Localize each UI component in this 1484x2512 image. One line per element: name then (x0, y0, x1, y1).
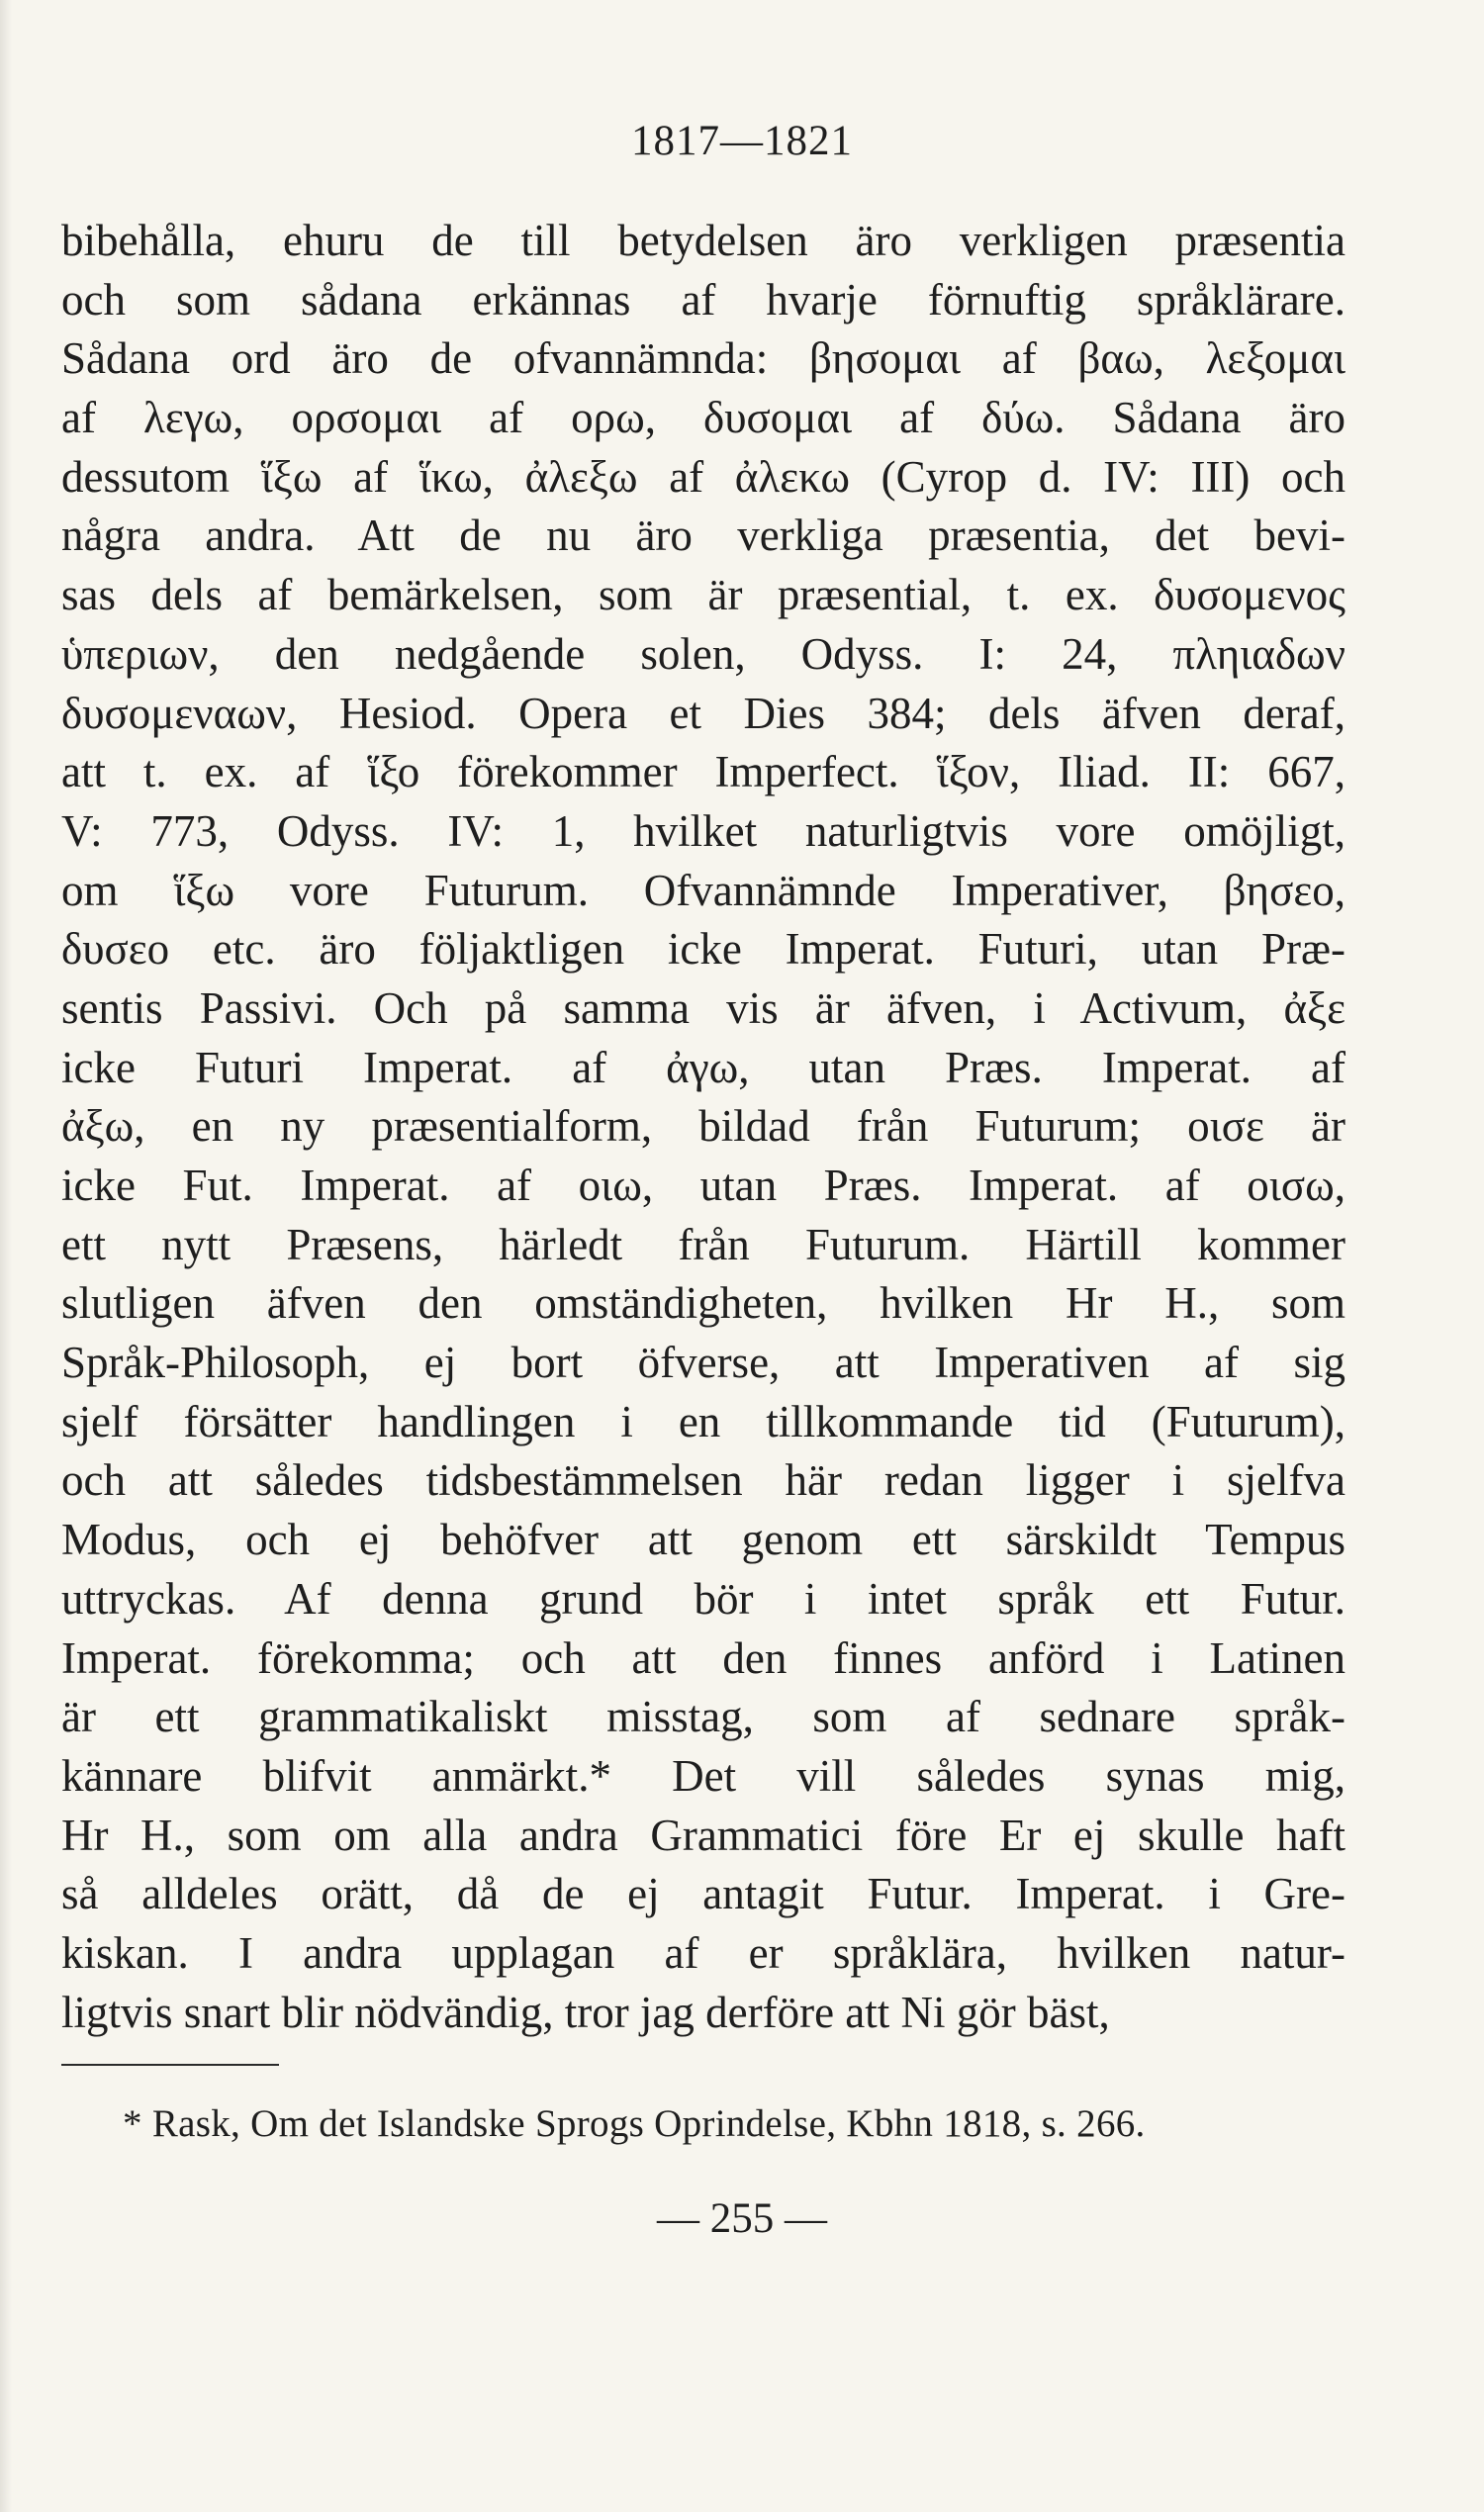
text-line: sjelf försätter handlingen i en tillkommande tid (Futurum), (61, 1396, 1345, 1446)
text-line: uttryckas. Af denna grund bör i intet språk ett Futur. (61, 1573, 1345, 1624)
text-line: icke Futuri Imperat. af ἀγω, utan Præs. Imperat. af (61, 1042, 1345, 1092)
text-line: V: 773, Odyss. IV: 1, hvilket naturligtvis vore omöjligt, (61, 805, 1345, 856)
text-line: och att således tidsbestämmelsen här redan ligger i sjelfva (61, 1455, 1345, 1506)
text-line: icke Fut. Imperat. af οιω, utan Præs. Imperat. af οισω, (61, 1161, 1345, 1210)
page-number: — 255 — (657, 2195, 827, 2242)
text-line: Hr H., som om alla andra Grammatici före Er ej skulle haft (61, 1810, 1345, 1860)
text-line: δυσεο etc. äro följaktligen icke Imperat. Futuri, utan Præ- (61, 924, 1345, 975)
text-line: ett nytt Præsens, härledt från Futurum. Härtill kommer (61, 1219, 1345, 1269)
text-line: af λεγω, ορσομαι af ορω, δυσομαι af δύω. Sådana äro (61, 393, 1345, 443)
text-line: slutligen äfven den omständigheten, hvilken Hr H., som (61, 1278, 1345, 1329)
text-line: ὑπεριων, den nedgående solen, Odyss. I: 24, πληιαδων (61, 628, 1345, 679)
page-edge-shadow (0, 0, 12, 2512)
text-line: är ett grammatikaliskt misstag, som af sednare språk- (61, 1692, 1345, 1742)
text-line: några andra. Att de nu äro verkliga præsentia, det bevi- (61, 511, 1345, 561)
text-line: så alldeles orätt, då de ej antagit Futur. Imperat. i Gre- (61, 1869, 1345, 1919)
text-line: Språk-Philosoph, ej bort öfverse, att Imperativen af sig (61, 1338, 1345, 1388)
text-line: ἀξω, en ny præsentialform, bildad från Futurum; οισε är (61, 1101, 1345, 1152)
running-head: 1817—1821 (631, 118, 853, 164)
body-text (61, 212, 1345, 2042)
text-line: sas dels af bemärkelsen, som är præsential, t. ex. δυσομενος (61, 570, 1345, 620)
text-line: bibehålla, ehuru de till betydelsen äro verkligen præsentia (61, 216, 1345, 265)
text-line: dessutom ἵξω af ἵκω, ἀλεξω af ἀλεκω (Cyrop d. IV: III) och (61, 451, 1345, 502)
text-line: Modus, och ej behöfver att genom ett särskildt Tempus (61, 1515, 1345, 1565)
text-line: att t. ex. af ἵξο förekommer Imperfect. ἵξον, Iliad. II: 667, (61, 747, 1345, 797)
text-line: Sådana ord äro de ofvannämnda: βησομαι af βαω, λεξομαι (61, 333, 1345, 384)
footnote: * Rask, Om det Islandske Sprogs Oprindelse, Kbhn 1818, s. 266. (123, 2102, 1146, 2145)
text-line: sentis Passivi. Och på samma vis är äfven, i Activum, ἀξε (61, 982, 1345, 1033)
text-line: Imperat. förekomma; och att den finnes anförd i Latinen (61, 1632, 1345, 1683)
text-line: δυσομεναων, Hesiod. Opera et Dies 384; dels äfven deraf, (61, 688, 1345, 738)
footnote-rule (61, 2064, 279, 2066)
text-line: kännare blifvit anmärkt.* Det vill således synas mig, (61, 1750, 1345, 1801)
text-line: och som sådana erkännas af hvarje förnuftig språklärare. (61, 274, 1345, 325)
text-line: ligtvis snart blir nödvändig, tror jag derföre att Ni gör bäst, (61, 1987, 1110, 2037)
text-line: om ἵξω vore Futurum. Ofvannämnde Imperativer, βησεο, (61, 865, 1345, 915)
text-line: kiskan. I andra upplagan af er språklära, hvilken natur- (61, 1927, 1345, 1978)
